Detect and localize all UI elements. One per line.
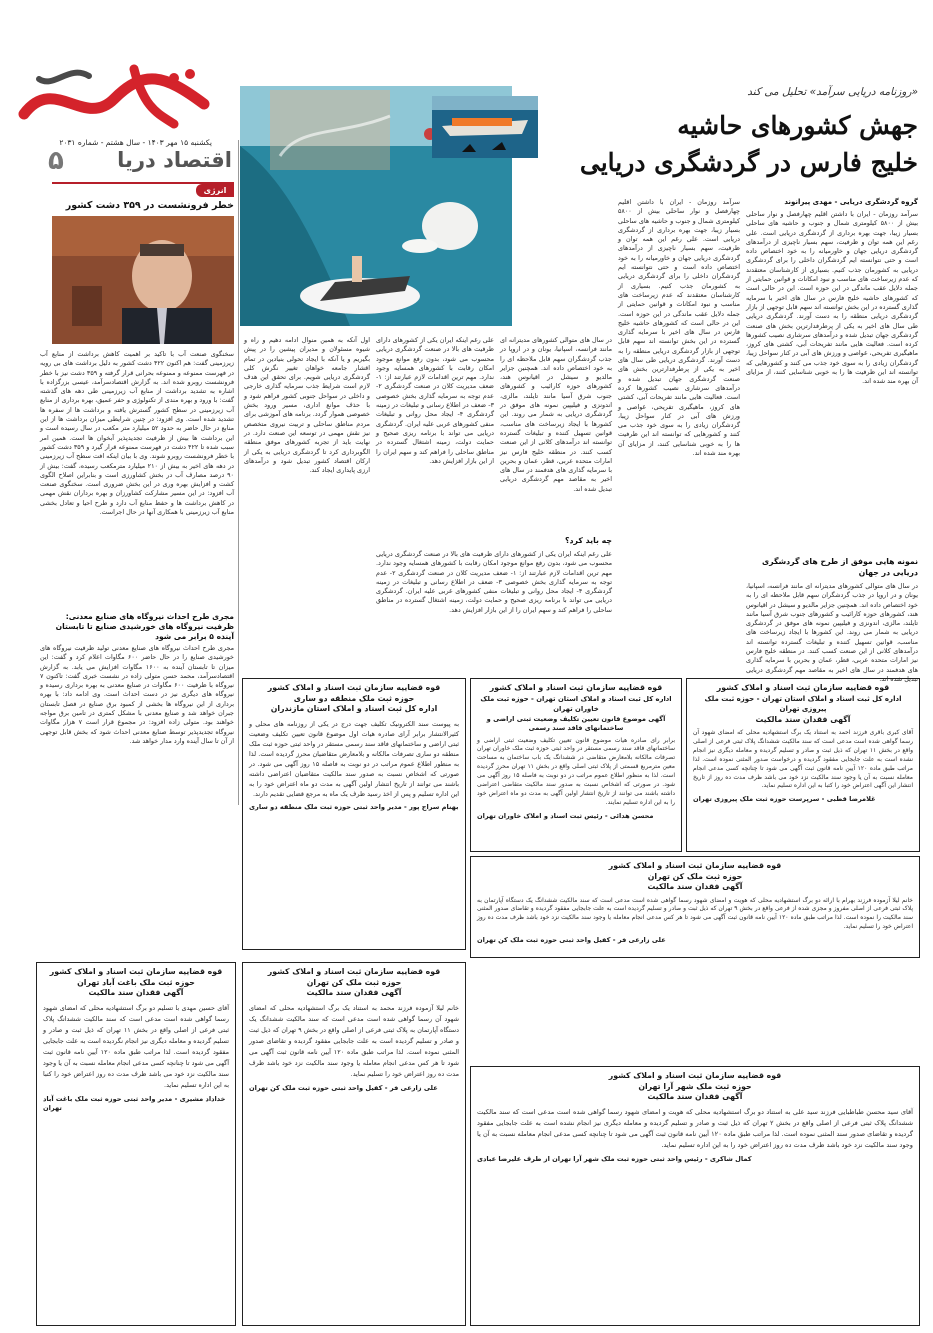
- sidebar-photo-art: [52, 216, 234, 344]
- lead-kicker: «روزنامه دریایی سرآمد» تحلیل می کند: [747, 86, 918, 98]
- ad-1: قوه قضاییه سازمان ثبت اسناد و املاک کشور اداره کل ثبت اسناد و املاک استان تهران - حوزه ثبت ملک پیروزی تهران آگهی فقدان سند مالکیت آقای کبری باقری فرزند احمد به استناد یک برگ استشهادیه محلی که امضای شهود آن رسما گواهی شده است مدعی است که سند مالکیت ششدانگ پلاک ثبتی فرعی از اصلی واقع در بخش ۱۱ تهران که ذیل ثبت و صادر و تسلیم گردیده و معامله دیگری نیز انجام نشده است به علت جابجایی مفقود گردیده و درخواست صدور المثنی نموده است. لذا مراتب طبق ماده ۱۲۰ آیین نامه قانون ثبت آگهی می شود تا چنانچه کسی مدعی انجام معامله نسبت به آن یا وجود سند مالکیت نزد خود می باشد ظرف مدت ده روز از تاریخ انتشار این آگهی اعتراض خود را کتبا به این اداره تسلیم نماید. غلامرضا قطبی - سرپرست حوزه ثبت ملک پیروزی تهران: [686, 678, 920, 852]
- dateline: یکشنبه ۱۵ مهر ۱۴۰۳ - سال هشتم - شماره ۲۰۳۱: [59, 138, 212, 147]
- lead-byline: گروه گردشگری دریایی - مهدی پیرانوند: [784, 198, 918, 206]
- lead-photo-2: [432, 96, 538, 158]
- sidebar-divider: [238, 140, 239, 805]
- sidebar-tag: انرژی: [196, 184, 234, 197]
- lead-body: سرآمد روزمان - ایران با داشتن اقلیم چهارفصل و نوار ساحلی بیش از ۵۸۰۰ کیلومتری شمال و جنوب و حاشیه های ساحلی بسیار زیبا، جهت بهره برداری از گردشگری دریایی است. علی رغم این همه توان و ظرفیت، سهم بسیار ناچیزی از درآمدهای گردشگری دریایی جهان و خاورمیانه را به خود اختصاص داده است و حتی نتوانسته ایم گردشگران داخلی را برای گردشگری دریایی به کشورمان جذب کنیم. بسیاری از کارشناسان معتقدند که عدم زیرساخت های مناسب و نبود امکانات و قوانین حمایتی از جمله دلایل عقب ماندگی در این حوزه است. این در حالی است که کشورهای حاشیه خلیج فارس در سال های اخیر با سرمایه گذاری گسترده در این بخش توانسته اند سهم قابل توجهی از بازار گردشگری دریایی منطقه را به دست آورند. گردشگری دریایی طی سال های اخیر به یکی از پرطرفدارترین بخش های صنعت گردشگری جهان تبدیل شده و درآمدهای سرشاری نصیب کشورها کرده است. فعالیت هایی مانند تفریحات آبی، کشتی های کروز، ماهیگیری تفریحی، غواصی و ورزش های آبی در کنار سواحل زیبا، گردشگران زیادی را به سوی خود جذب می کنند و کشورهایی که توانسته اند این ظرفیت ها را به خوبی شناسایی کنند، از مزایای آن بهره مند شده اند.: [745, 210, 919, 386]
- ad-5: قوه قضاییه سازمان ثبت اسناد و املاک کشور حوزه ثبت ملک باغت آباد تهران آگهی فقدان سند مالکیت آقای حسین مهدی با تسلیم دو برگ استشهادیه محلی که امضای شهود رسما گواهی شده است مدعی است که سند مالکیت ششدانگ پلاک ثبتی فرعی از اصلی واقع در بخش ۱۱ تهران که ذیل ثبت و صادر و تسلیم گردیده و معامله دیگری نیز انجام نگردیده است به علت جابجایی مفقود گردیده است. لذا مراتب طبق ماده ۱۲۰ آیین نامه قانون ثبت آگهی می شود تا چنانچه کسی مدعی انجام معامله نسبت به آن یا وجود سند مالکیت نزد خود می باشد ظرف مدت ده روز اعتراض خود را کتبا به این اداره تسلیم نماید. خداداد مشیری - مدیر واحد ثبتی حوزه ثبت ملک باغت آباد تهران: [36, 962, 236, 1326]
- masthead-logo-art: [14, 54, 214, 134]
- page-number: ۵: [48, 146, 64, 176]
- section-header: [44, 146, 234, 186]
- lead-body-3: علی رغم اینکه ایران یکی از کشورهای دارای ظرفیت های بالا در صنعت گردشگری دریایی محسوب می شود، بدون رفع موانع موجود امکان رقابت با کشورهای همسایه وجود ندارد. مهم ترین اقدامات لازم عبارتند از: ۱- ضعف مدیریت کلان در صنعت گردشگری ۲- عدم توجه به سرمایه گذاری بخش خصوصی ۳- ضعف در اطلاع رسانی و تبلیغات در زمینه گردشگری ۴- ایجاد محل روانی و تبلیغات منفی کشورهای غربی علیه ایران. گردشگری دریایی می تواند با برنامه ریزی صحیح و حمایت دولت، زمینه اشتغال گسترده در مناطق ساحلی را فراهم کند و سهم ایران را از این بازار افزایش دهد.: [376, 550, 612, 614]
- sidebar-body-1: سخنگوی صنعت آب با تاکید بر اهمیت کاهش برداشت از منابع آب زیرزمینی گفت: هم اکنون ۴۲۲ دشت کشور به دلیل برداشت های بی رویه در فهرست ممنوعه و ممنوعه بحرانی قرار گرفته و ۳۵۹ دشت نیز با خطر فرونشست روبرو شده اند. به گزارش اقتصادسرآمد، عیسی بزرگزاده با اشاره به تشدید برداشت از منابع آب زیرزمینی طی دهه های گذشته گفت: با ورود و بهره مندی از تکنولوژی و حفر عمیق، بهره برداری از منابع آب زیرزمینی در سطح کشور گسترش یافته و برداشت ها از سفره ها تشدید شده است. وی افزود: در چنین شرایطی میزان برداشت ها از این منابع در حال حاضر به حدود ۵۲ میلیارد متر مکعب در سال رسیده است و این برداشت ها بیش از ظرفیت تجدیدپذیر آبخوان ها است. همین امر سبب شده تا ۴۲۲ دشت در فهرست ممنوعه قرار گیرد و ۳۵۹ دشت کشور با خطر فرونشست روبرو شوند. وی با بیان اینکه افت سطح آب زیرزمینی در دهه های اخیر به بیش از ۲۱۰ میلیارد مترمکعب رسیده، گفت: بیش از ۹۰ درصد مصارف آب در بخش کشاورزی است و بنابراین اصلاح الگوی کشت و افزایش بهره وری در این بخش ضروری است. سخنگوی صنعت آب افزود: در این مسیر مشارکت کشاورزان و بهره برداران نقش مهمی در کاهش برداشت ها و حفظ منابع آب دارد و طرح احیا و تعادل بخشی منابع آب زیرزمینی با همکاری آنها در حال اجراست.: [40, 350, 235, 517]
- sidebar-body-2: مجری طرح احداث نیروگاه های صنایع معدنی تولید ظرفیت نیروگاه های خورشیدی صنایع را در حال حاضر ۶۰۰ مگاوات اعلام کرد و گفت: این میزان تا تابستان آینده به ۱۶۰۰ مگاوات افزایش می یابد. به گزارش اقتصادسرآمد، محمد حسن متولی زاده در نشست خبری گفت: تاکنون ۷ نیروگاه با ظرفیت ۶۰۰ مگاوات در صنایع معدنی به بهره برداری رسیده و نیروگاه های دیگری نیز در دست احداث است. وی ادامه داد: با بهره برداری از این نیروگاه ها بخشی از کمبود برق صنایع در فصل تابستان جبران خواهد شد و صنایع معدنی با مشکل کمتری در تامین برق مواجه خواهند بود. متولی زاده افزود: در مجموع قرار است ۷ هزار مگاوات نیروگاه تجدیدپذیر توسط صنایع معدنی احداث شود که بخش قابل توجهی از آن تا سال آینده وارد مدار خواهد شد.: [40, 644, 234, 745]
- lead-subhead-2: چه باید کرد؟: [565, 536, 612, 545]
- lead-body-2: در سال های متوالی کشورهای مدیترانه ای مانند فرانسه، اسپانیا، یونان و در اروپا در جذب گردشگران سهم قابل ملاحظه ای را به خود اختصاص داده اند. همچنین جزایر مالدیو و سیشل در اقیانوس هند، کشورهای حوزه کارائیب و کشورهای جنوب شرق آسیا مانند تایلند، مالزی، اندونزی و فیلیپین نمونه های موفق در گردشگری دریایی به شمار می روند. این کشورها با ایجاد زیرساخت های مناسب، قوانین تسهیل کننده و تبلیغات گسترده توانسته اند درآمدهای کلانی از این صنعت کسب کنند. در منطقه خلیج فارس نیز امارات متحده عربی، قطر، عمان و بحرین با سرمایه گذاری های هدفمند در سال های اخیر به مقاصد مهم گردشگری دریایی تبدیل شده اند.: [746, 582, 918, 683]
- masthead: [8, 50, 218, 160]
- ad-3: قوه قضاییه سازمان ثبت اسناد و املاک کشور حوزه ثبت ملک منطقه دو ساری اداره کل ثبت اسناد و املاک استان مازندران به پیوست سند الکترونیک تکلیف جهت درج در یکی از روزنامه های محلی و کثیرالانتشار برابر آرای صادره هیات اول موضوع قانون تعیین تکلیف وضعیت ثبتی اراضی و ساختمانهای فاقد سند رسمی مستقر در واحد ثبتی حوزه ثبت ملک منطقه دو ساری تصرفات مالکانه و بلامعارض متقاضیان محرز گردیده است. لذا به منظور اطلاع عموم مراتب در دو نوبت به فاصله ۱۵ روز آگهی می شود. در صورتی که اشخاص نسبت به صدور سند مالکیت متقاضیان اعتراضی داشته باشند می توانند از تاریخ انتشار اولین آگهی به مدت دو ماه اعتراض خود را به این اداره تسلیم و پس از اخذ رسید ظرف یک ماه به مرجع قضایی تقدیم دارند. بهنام سراج پور - مدیر واحد ثبتی حوزه ثبت ملک منطقه دو ساری: [242, 678, 466, 950]
- lead-body-col-2: سرآمد روزمان - ایران با داشتن اقلیم چهارفصل و نوار ساحلی بیش از ۵۸۰۰ کیلومتری شمال و جنوب و حاشیه های ساحلی بسیار زیبا، جهت بهره برداری از گردشگری دریایی است. علی رغم این همه توان و ظرفیت، سهم بسیار ناچیزی از درآمدهای گردشگری دریایی جهان و خاورمیانه را به خود اختصاص داده است و حتی نتوانسته ایم گردشگران داخلی را برای گردشگری دریایی به کشورمان جذب کنیم. بسیاری از کارشناسان معتقدند که عدم زیرساخت های مناسب و نبود امکانات و قوانین حمایتی از جمله دلایل عقب ماندگی در این حوزه است. این در حالی است که کشورهای حاشیه خلیج فارس در سال های اخیر با سرمایه گذاری گسترده در این بخش توانسته اند سهم قابل توجهی از بازار گردشگری دریایی منطقه را به دست آورند. گردشگری دریایی طی سال های اخیر به یکی از پرطرفدارترین بخش های صنعت گردشگری جهان تبدیل شده و درآمدهای سرشاری نصیب کشورها کرده است. فعالیت هایی مانند تفریحات آبی، کشتی های کروز، ماهیگیری تفریحی، غواصی و ورزش های آبی در کنار سواحل زیبا، گردشگران زیادی را به سوی خود جذب می کنند و کشورهایی که توانسته اند این ظرفیت ها را به خوبی شناسایی کنند، از مزایای آن بهره مند شده اند.: [618, 198, 740, 458]
- section-name: اقتصاد دریا: [117, 148, 232, 172]
- ad-7: قوه قضاییه سازمان ثبت اسناد و املاک کشور حوزه ثبت ملک شهر آرا تهران آگهی فقدان سند مالکیت آقای سید محسن طباطبایی فرزند سید علی به استناد دو برگ استشهادیه محلی که هویت و امضای شهود رسما گواهی شده است مدعی است که سند مالکیت ششدانگ پلاک ثبتی فرعی از اصلی واقع در بخش ۲ تهران که ذیل ثبت و صادر و تسلیم گردیده و معامله دیگری نیز انجام نشده است به علت جابجایی مفقود گردیده و تقاضای صدور سند المثنی نموده است. لذا مراتب طبق ماده ۱۲۰ آیین نامه قانون ثبت آگهی می شود تا چنانچه کسی مدعی انجام معامله نسبت به آن یا وجود سند مالکیت نزد خود باشد ظرف مدت ده روز اعتراض خود را به این اداره تسلیم نماید. کمال شاکری - رئیس واحد ثبتی حوزه ثبت ملک شهر آرا تهران از طرف علیرضا عبادی: [470, 1066, 920, 1326]
- lead-body-col-4: علی رغم اینکه ایران یکی از کشورهای دارای ظرفیت های بالا در صنعت گردشگری دریایی محسوب می شود، بدون رفع موانع موجود امکان رقابت با کشورهای همسایه وجود ندارد. مهم ترین اقدامات لازم عبارتند از: ۱- ضعف مدیریت کلان در صنعت گردشگری ۲- عدم توجه به سرمایه گذاری بخش خصوصی ۳- ضعف در اطلاع رسانی و تبلیغات در زمینه گردشگری ۴- ایجاد محل روانی و تبلیغات منفی کشورهای غربی علیه ایران. گردشگری دریایی می تواند با برنامه ریزی صحیح و حمایت دولت، زمینه اشتغال گسترده در مناطق ساحلی را فراهم کند و سهم ایران را از این بازار افزایش دهد.: [376, 336, 494, 465]
- ad-2: قوه قضاییه سازمان ثبت اسناد و املاک کشور اداره کل ثبت اسناد و املاک استان تهران - حوزه ثبت ملک خاوران تهران آگهی موضوع قانون تعیین تکلیف وضعیت ثبتی اراضی و ساختمانهای فاقد سند رسمی برابر رای صادره هیات موضوع قانون تعیین تکلیف وضعیت ثبتی اراضی و ساختمانهای فاقد سند رسمی مستقر در واحد ثبتی حوزه ثبت ملک خاوران تهران تصرفات مالکانه بلامعارض متقاضی در ششدانگ یک باب ساختمان به مساحت معین مترمربع قسمتی از پلاک ثبتی اصلی واقع در بخش ۱۱ تهران محرز گردیده است. لذا به منظور اطلاع عموم مراتب در دو نوبت به فاصله ۱۵ روز آگهی می شود. در صورتی که اشخاص نسبت به صدور سند مالکیت متقاضی اعتراضی داشته باشند می توانند از تاریخ انتشار اولین آگهی به مدت دو ماه اعتراض خود را به این اداره تسلیم نمایند. محسن هدائی - رئیس ثبت اسناد و املاک خاوران تهران: [470, 678, 682, 852]
- sidebar-headline: خطر فرونشست در ۳۵۹ دشت کشور: [65, 200, 234, 211]
- ad-6: قوه قضاییه سازمان ثبت اسناد و املاک کشور حوزه ثبت ملک کن تهران آگهی فقدان سند مالکیت خانم لیلا آزموده فرزند محمد به استناد یک برگ استشهادیه محلی که امضای شهود آن رسما گواهی شده است مدعی است که سند مالکیت ششدانگ یک دستگاه آپارتمان به پلاک ثبتی فرعی از اصلی واقع در بخش ۹ تهران که ذیل ثبت و صادر و تسلیم گردیده است به علت جابجایی مفقود گردیده و تقاضای صدور المثنی نموده است. لذا مراتب طبق ماده ۱۲۰ آیین نامه قانون ثبت آگهی می شود تا هر کس مدعی انجام معامله یا وجود سند مالکیت نزد خود باشد ظرف مدت ده روز اعتراض خود را تسلیم نماید. علی زارعی فر - کفیل واحد ثبتی حوزه ثبت ملک کن تهران: [242, 962, 466, 1326]
- headline-line-2: خلیج فارس در گردشگری دریایی: [579, 148, 918, 177]
- headline-line-1: جهش کشورهای حاشیه: [677, 111, 918, 140]
- ad-4: قوه قضاییه سازمان ثبت اسناد و املاک کشور حوزه ثبت ملک کن تهران آگهی فقدان سند مالکیت خانم لیلا آزموده فرزند بهرام با ارائه دو برگ استشهادیه محلی که هویت و امضای شهود رسما گواهی شده است مدعی است که سند مالکیت ششدانگ یک دستگاه آپارتمان به پلاک ثبتی فرعی از اصلی مفروز و مجزی شده از فرعی واقع در بخش ۹ تهران که ذیل ثبت و صادر و تسلیم گردیده است به علت جابجایی مفقود گردیده و تقاضای صدور المثنی سند مالکیت را نموده است. لذا مراتب طبق ماده ۱۲۰ آیین نامه قانون ثبت آگهی می شود تا هر کس مدعی انجام معامله یا وجود سند مالکیت نزد خود باشد ظرف مدت ده روز اعتراض خود را تسلیم نماید. علی زارعی فر - کفیل واحد ثبتی حوزه ثبت ملک کن تهران: [470, 856, 920, 958]
- masthead-logo: [14, 54, 214, 134]
- lead-headline: [520, 108, 918, 194]
- lead-subhead-1: نمونه هایی موفق از طرح های گردشگری دریایی در جهان: [761, 557, 918, 577]
- lead-photo-2-art: [432, 96, 538, 158]
- sidebar-headline-2: مجری طرح احداث نیروگاه های صنایع معدنی: ظرفیت نیروگاه های خورشیدی صنایع تا تابستان آینده ۵ برابر می شود: [55, 612, 234, 641]
- sidebar-photo: [52, 216, 234, 344]
- lead-body-col-3: در سال های متوالی کشورهای مدیترانه ای مانند فرانسه، اسپانیا، یونان و در اروپا در جذب گردشگران سهم قابل ملاحظه ای را به خود اختصاص داده اند. همچنین جزایر مالدیو و سیشل در اقیانوس هند، کشورهای حوزه کارائیب و کشورهای جنوب شرق آسیا مانند تایلند، مالزی، اندونزی و فیلیپین نمونه های موفق در گردشگری دریایی به شمار می روند. این کشورها با ایجاد زیرساخت های مناسب، قوانین تسهیل کننده و تبلیغات گسترده توانسته اند درآمدهای کلانی از این صنعت کسب کنند. در منطقه خلیج فارس نیز امارات متحده عربی، قطر، عمان و بحرین با سرمایه گذاری های هدفمند در سال های اخیر به مقاصد مهم گردشگری دریایی تبدیل شده اند.: [500, 336, 612, 493]
- lead-body-4: اول آنکه به همین منوال ادامه دهیم و راه و شیوه مسئولان و مدیران پیشین را در پیش بگیریم و یا آنکه با ایجاد تحولی بنیادین در تمام اقشار جامعه خواهان تغییر نگرش کلی گردشگری دریایی شویم. برای تحقق این هدف لازم است شرایط جذب سرمایه گذاری خارجی و داخلی در سواحل جنوبی کشور فراهم شود و با حذف موانع اداری، مسیر ورود بخش خصوصی هموار گردد. برنامه های آموزشی برای مردم مناطق ساحلی و تربیت نیروی متخصص نیز نقش مهمی در توسعه این صنعت دارد. در نهایت باید از تجربه کشورهای موفق منطقه الگوبرداری کرد تا گردشگری دریایی به یکی از ارکان اقتصاد کشور تبدیل شود و درآمدهای ارزی پایداری ایجاد کند.: [244, 336, 370, 475]
